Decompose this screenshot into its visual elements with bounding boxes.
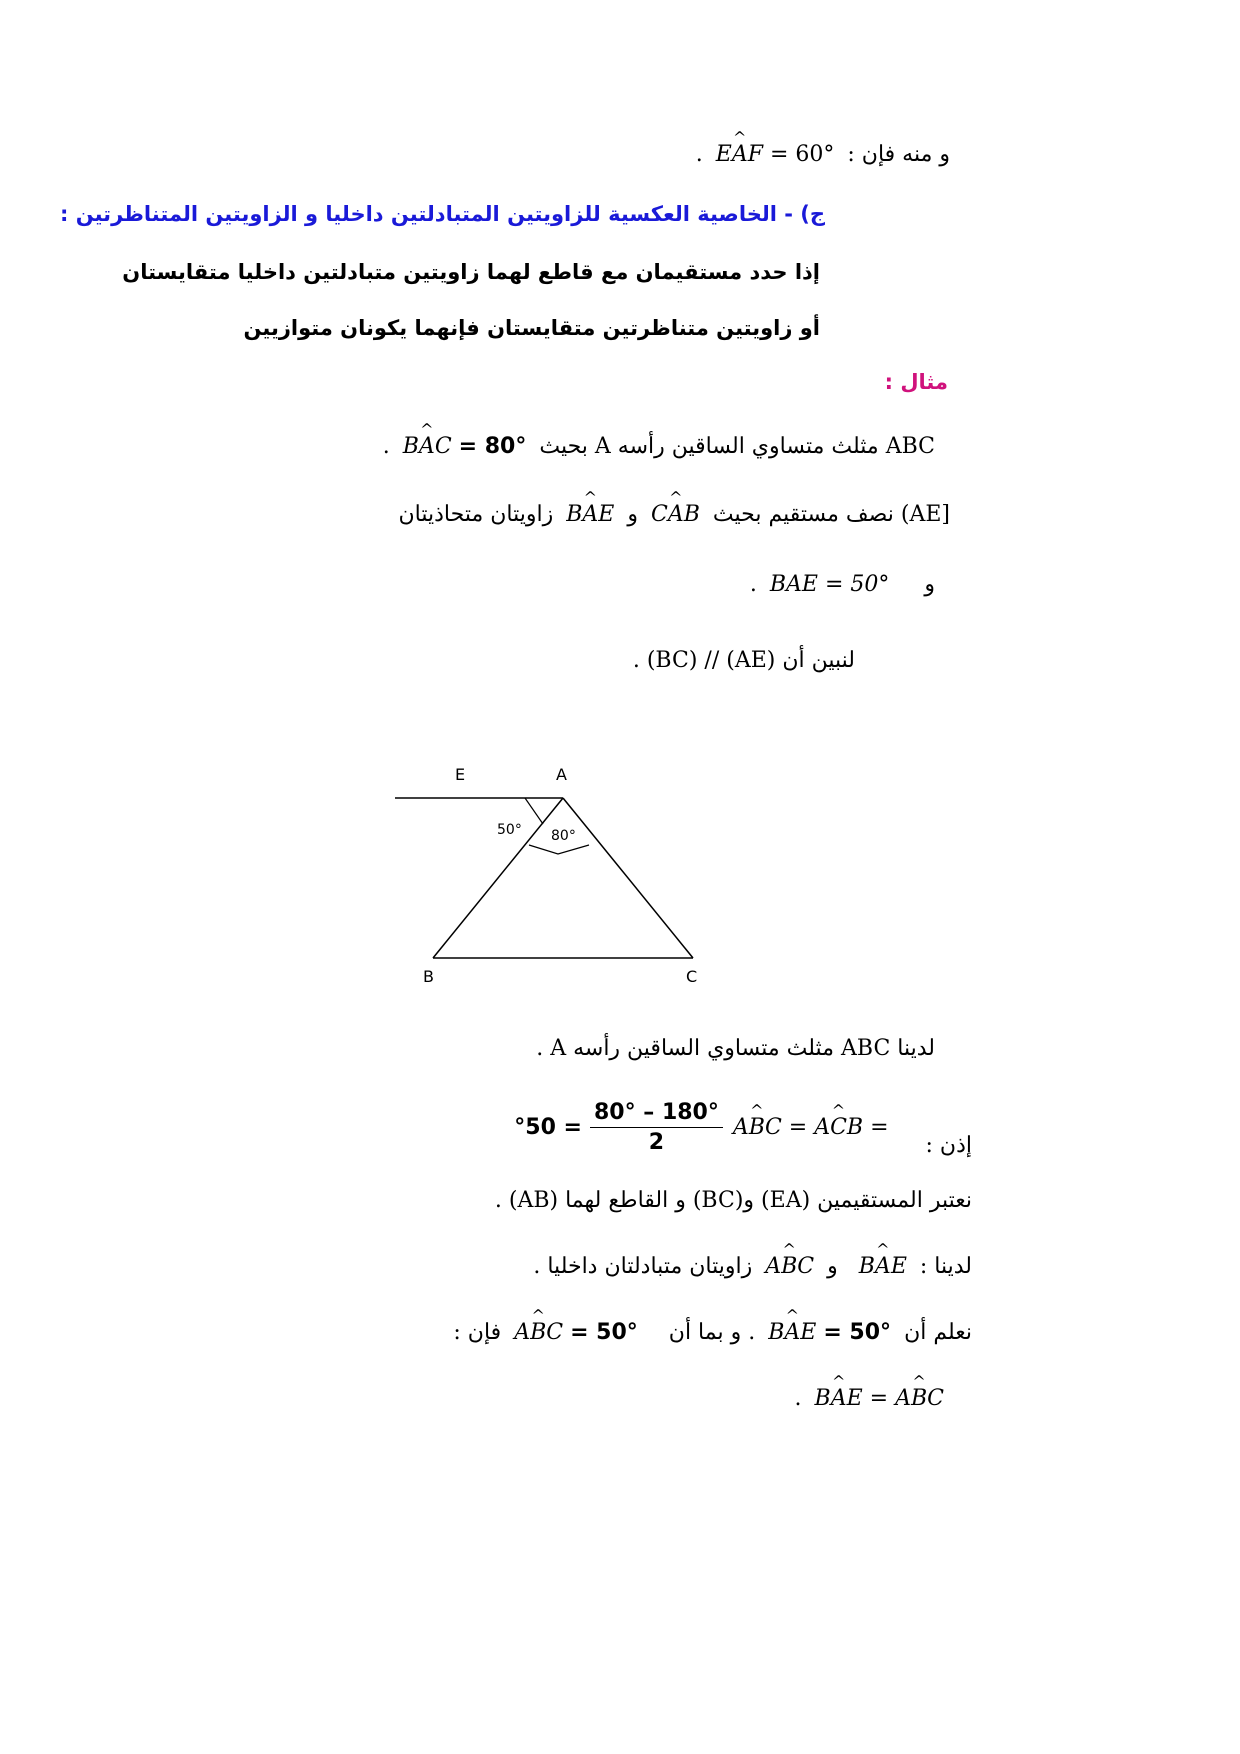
triangle-figure — [393, 758, 713, 1008]
rule-line-1: إذا حدد مستقيمان مع قاطع لهما زاويتين متبادلتين داخليا متقايستان — [122, 260, 820, 284]
formula-eaf: E^ AF = 60° — [716, 142, 835, 167]
solution-line-1: لدينا ABC مثلث متساوي الساقين رأسه A . — [536, 1036, 935, 1061]
angle-mark-80 — [529, 845, 589, 854]
example-line-3: و BAE = 50° . — [749, 572, 935, 597]
side-ac — [563, 798, 693, 958]
formula-abc: A^ BC — [765, 1254, 814, 1279]
formula-bae-50b: B^ AE = 50° — [768, 1320, 891, 1345]
example-line-4: لنبين أن (AE) // (BC) . — [632, 648, 855, 673]
label-angle-50: 50° — [497, 822, 522, 838]
text: و منه فإن : — [847, 142, 950, 167]
label-b: B — [423, 967, 434, 986]
angle-mark-50 — [525, 798, 543, 824]
label-angle-80: 80° — [551, 828, 576, 844]
solution-line-4: لدينا : B^ AE و A^ BC زاويتان متبادلتان داخليا . — [533, 1254, 972, 1279]
solution-line-6: B^ AE = A^ BC . — [795, 1386, 950, 1411]
formula-bae-eq-abc: B^ AE = A^ BC — [815, 1386, 944, 1411]
solution-line-5: نعلم أن B^ AE = 50° . و بما أن A^ BC = 50° فإن : — [453, 1320, 972, 1345]
formula-abc-acb: A^ BC = A^ CB = — [733, 1115, 889, 1140]
example-label: مثال : — [884, 370, 948, 394]
label-a: A — [556, 765, 567, 784]
fraction: $\frac{180^\circ - 80^\circ}{2}$ — [590, 1100, 723, 1155]
formula-bae: B^ AE — [566, 502, 614, 527]
line-eaf: و منه فإن : E^ AF = 60° . — [696, 142, 950, 167]
formula-bac: B^ AC = 80° — [403, 434, 527, 459]
solution-line-3: نعتبر المستقيمين (EA) و(BC) و القاطع لهما (AB) . — [494, 1188, 972, 1213]
solution-line-2: إذن : A^ BC = A^ CB = $\frac{180^\circ - 80^\circ}{2}$ = 50° — [514, 1100, 972, 1158]
example-line-2: [AE) نصف مستقيم بحيث C^ AB و B^ AE زاويتان متحاذيتان — [399, 502, 951, 527]
section-heading: ج) - الخاصية العكسية للزاويتين المتبادلتين داخليا و الزاويتين المتناظرتين : — [60, 202, 825, 226]
rule-line-2: أو زاويتين متناظرتين متقايستان فإنهما يكونان متوازيين — [243, 316, 820, 340]
formula-bae-2: B^ AE — [859, 1254, 907, 1279]
label-c: C — [686, 967, 698, 986]
formula-bae-50: BAE = 50° — [769, 572, 890, 597]
formula-abc-50: A^ BC = 50° — [514, 1320, 638, 1345]
example-line-1: ABC مثلث متساوي الساقين رأسه A بحيث B^ AC = 80° . — [383, 434, 935, 459]
formula-cab: C^ AB — [651, 502, 700, 527]
label-e: E — [455, 765, 466, 784]
